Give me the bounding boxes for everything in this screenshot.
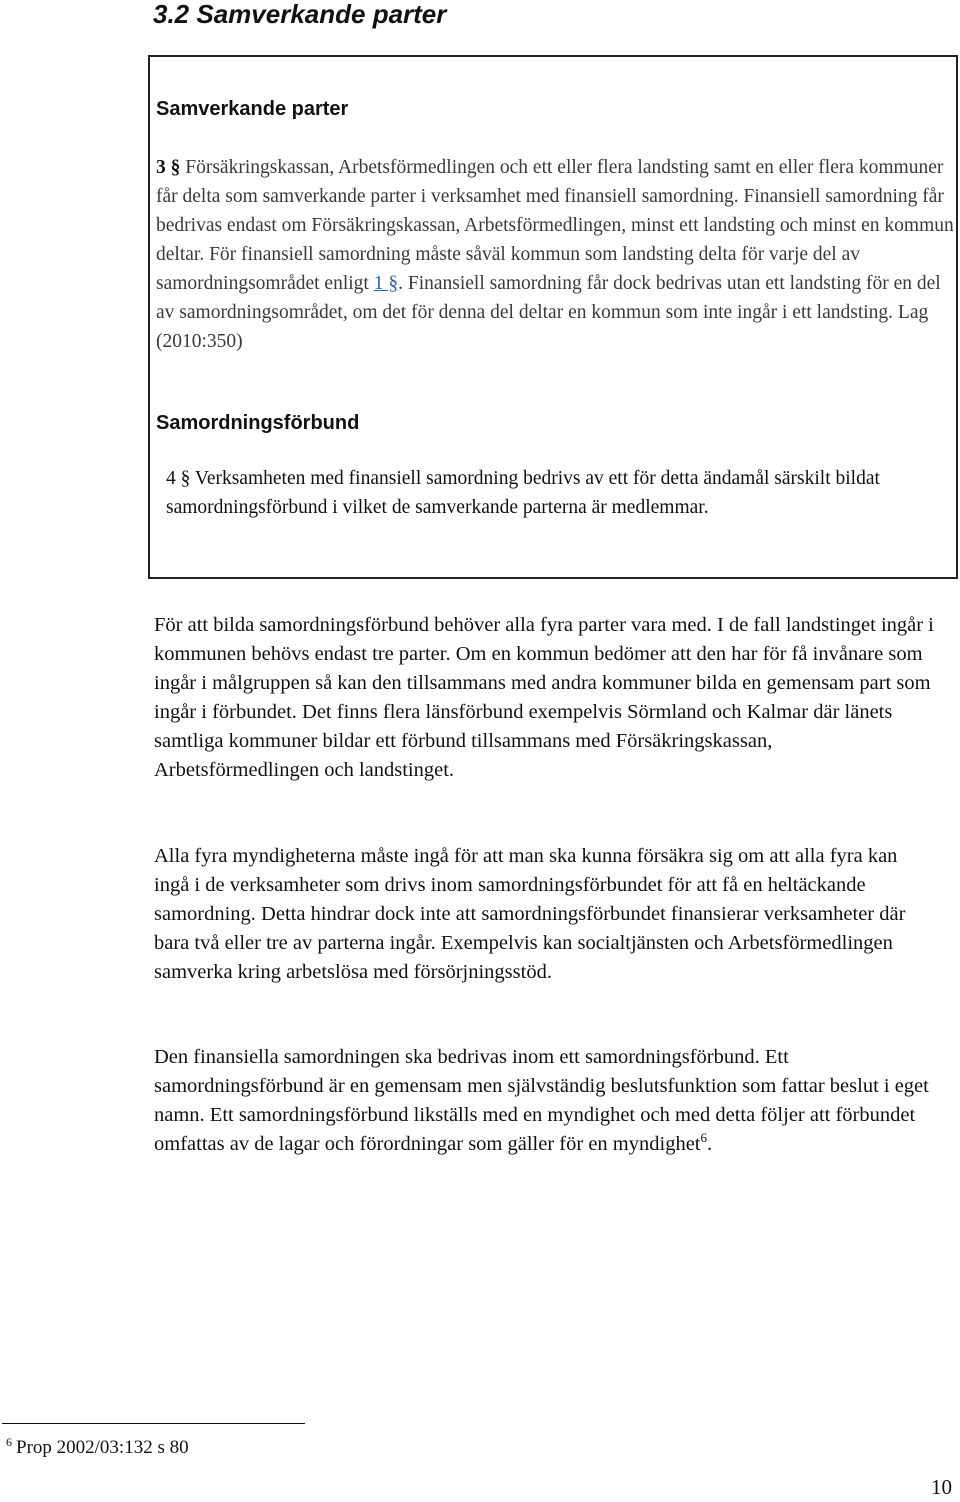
- body-paragraph-1: För att bilda samordningsförbund behöver alla fyra parter vara med. I de fall landstinget ingår i kommunen behövs endast tre parter. Om en kommun bedömer att den har för få invånare som ingår i målgruppen så kan den tillsammans med andra kommuner bilda en gemensam part som ingår i förbundet. Det finns flera länsförbund exempelvis Sörmland och Kalmar där länets samtliga kommuner bildar ett förbund tillsammans med Försäkringskassan, Arbetsförmedlingen och landstinget.: [154, 614, 934, 781]
- law-subheading-samverkande-parter: Samverkande parter: [156, 98, 349, 120]
- law-subheading-samordningsforbund: Samordningsförbund: [156, 412, 360, 434]
- page-number: 10: [931, 1475, 952, 1499]
- footnote-number: 6: [6, 1434, 12, 1449]
- footnote: [6, 1436, 189, 1460]
- law-paragraph-3-text: Försäkringskassan, Arbetsförmedlingen och ett eller flera landsting samt en eller flera kommuner får delta som samverkande parter i verksamhet med finansiell samordning. Finansiell samordning får bedrivas endast om Försäkringskassan, Arbetsförmedlingen, minst ett landsting och minst en kommun deltar. För finansiell samordning måste såväl kommun som landsting delta för varje del av samordningsområdet enligt: [156, 157, 954, 294]
- law-paragraph-3-number: 3: [156, 157, 166, 178]
- law-quote-box: [148, 55, 958, 579]
- law-paragraph-3-text-cont: . Finansiell samordning får dock bedrivas utan ett landsting för en del av samordningsområdet, om det för denna del deltar en kommun som inte ingår i ett landsting. Lag (2010:350): [156, 273, 941, 352]
- body-paragraph-3-end: .: [706, 1133, 713, 1155]
- body-paragraph-3-text: Den finansiella samordningen ska bedrivas inom ett samordningsförbund. Ett samordningsförbund är en gemensam men självständig beslutsfunktion som fattar beslut i eget namn. Ett samordningsförbund likställs med en myndighet och med detta följer att förbundet omfattas av de lagar och förordningar som gäller för en myndighet: [154, 1046, 929, 1155]
- section-1-link[interactable]: 1 §: [373, 273, 399, 294]
- law-paragraph-3: [156, 153, 956, 356]
- section-sign: §: [170, 157, 181, 178]
- law-paragraph-4: 4 § Verksamheten med finansiell samordning bedrivs av ett för detta ändamål särskilt bildat samordningsförbund i vilket de samverkande parterna är medlemmar.: [166, 468, 880, 518]
- footnote-reference[interactable]: 6: [700, 1130, 707, 1146]
- section-heading: 3.2 Samverkande parter: [153, 0, 447, 29]
- footnote-text: Prop 2002/03:132 s 80: [16, 1437, 189, 1458]
- body-paragraph-3: [154, 1043, 934, 1159]
- body-paragraph-2: Alla fyra myndigheterna måste ingå för att man ska kunna försäkra sig om att alla fyra kan ingå i de verksamheter som drivs inom samordningsförbundet för att få en heltäckande samordning. Detta hindrar dock inte att samordningsförbundet finansierar verksamheter där bara två eller tre av parterna ingår. Exempelvis kan socialtjänsten och Arbetsförmedlingen samverka kring arbetslösa med försörjningsstöd.: [154, 845, 906, 983]
- footnote-separator: [2, 1423, 305, 1424]
